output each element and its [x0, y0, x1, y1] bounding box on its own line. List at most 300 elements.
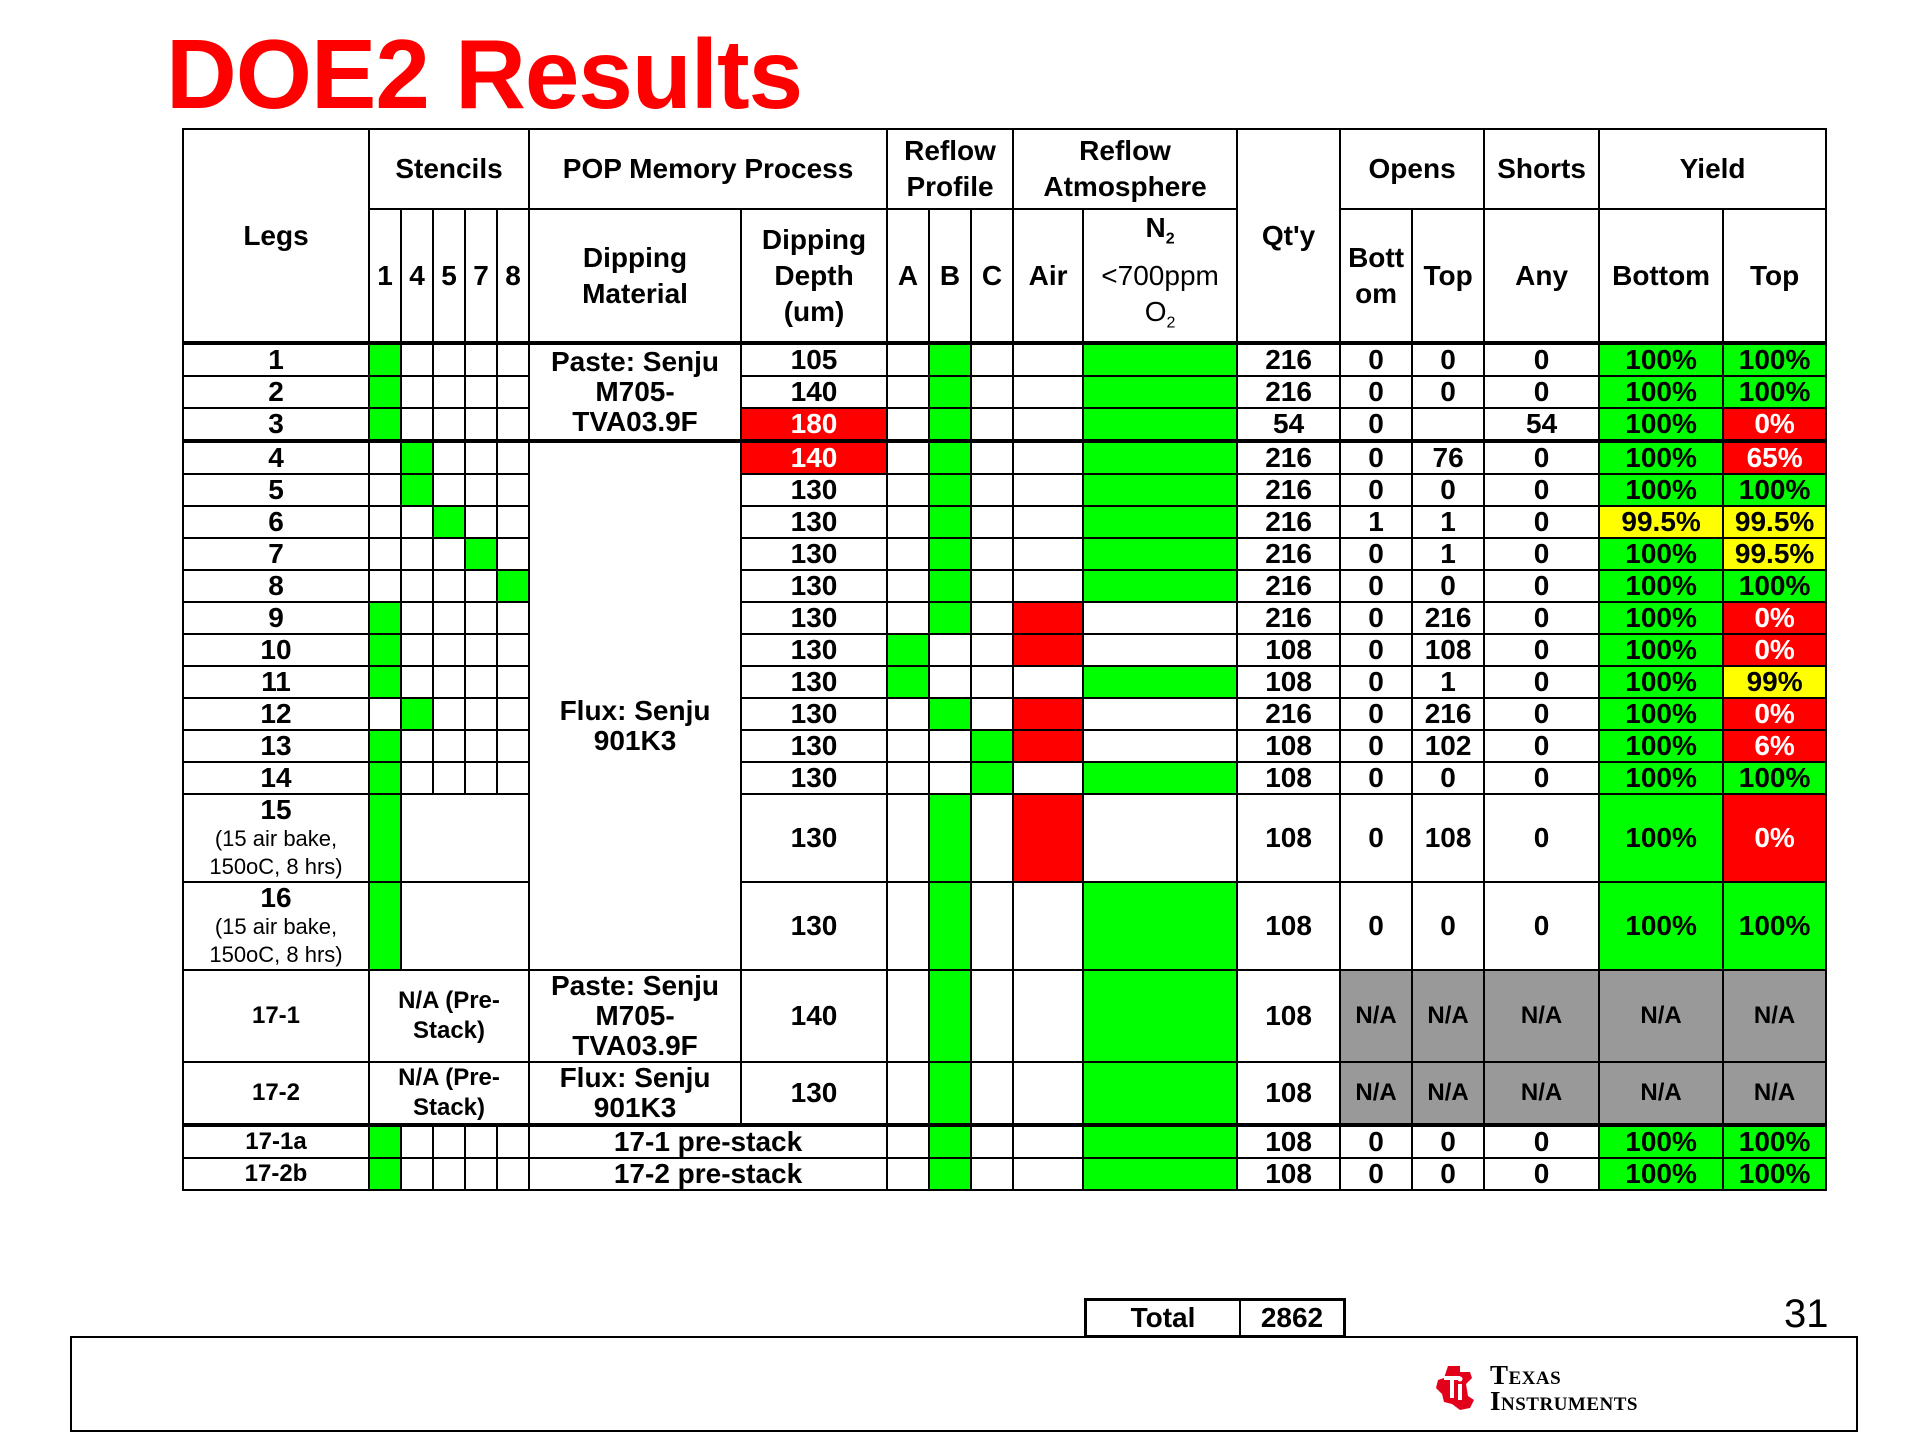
stencil-cell [465, 762, 497, 794]
stencil-cell [401, 506, 433, 538]
opens-top-cell: 0 [1412, 1158, 1484, 1190]
stencil-cell [465, 506, 497, 538]
table-row [183, 794, 1826, 882]
qty-cell: 108 [1237, 970, 1340, 1062]
qty-cell: 108 [1237, 1062, 1340, 1125]
stencil-cell [465, 666, 497, 698]
leg-cell: 7 [183, 538, 369, 570]
shorts-cell: 0 [1484, 666, 1599, 698]
stencil-cell [401, 602, 433, 634]
process-cell: 17-2 pre-stack [529, 1158, 887, 1190]
table-row [183, 602, 1826, 634]
yield-top-cell: 0% [1723, 408, 1826, 441]
opens-top-cell: 216 [1412, 602, 1484, 634]
n2-cell [1083, 1158, 1237, 1190]
stencil-cell [433, 602, 465, 634]
stencil-cell [433, 538, 465, 570]
yield-top-cell: 100% [1723, 474, 1826, 506]
profile-cell [887, 506, 929, 538]
stencil-cell [369, 1125, 401, 1158]
table-row [183, 882, 1826, 970]
opens-bottom-cell: 0 [1340, 762, 1412, 794]
yield-bottom-cell: 100% [1599, 408, 1723, 441]
ti-logo-line1: Texas [1490, 1360, 1562, 1390]
air-cell [1013, 666, 1083, 698]
opens-bottom-cell: 0 [1340, 474, 1412, 506]
material-cell: Paste: Senju M705-TVA03.9F [529, 970, 741, 1062]
table-row [183, 730, 1826, 762]
air-cell [1013, 762, 1083, 794]
profile-cell [887, 698, 929, 730]
opens-top-cell: 1 [1412, 506, 1484, 538]
opens-top-cell: 1 [1412, 538, 1484, 570]
yield-bottom-cell: 100% [1599, 376, 1723, 408]
stencil-cell [497, 602, 529, 634]
profile-cell [887, 376, 929, 408]
air-cell [1013, 343, 1083, 376]
header-stencil-5: 5 [433, 209, 465, 343]
profile-cell [971, 376, 1013, 408]
leg-cell: 17-1 [183, 970, 369, 1062]
yield-top-cell: 100% [1723, 376, 1826, 408]
qty-cell: 216 [1237, 343, 1340, 376]
yield-top-cell: N/A [1723, 1062, 1826, 1125]
shorts-cell: 0 [1484, 794, 1599, 882]
qty-cell: 108 [1237, 634, 1340, 666]
yield-top-cell: 99% [1723, 666, 1826, 698]
profile-cell [971, 1062, 1013, 1125]
stencil-cell [369, 762, 401, 794]
air-cell [1013, 570, 1083, 602]
leg-cell: 11 [183, 666, 369, 698]
leg-note: (15 air bake, 150oC, 8 hrs) [209, 914, 343, 968]
stencil-cell [465, 376, 497, 408]
dipping-depth-cell: 130 [741, 538, 887, 570]
yield-top-cell: 65% [1723, 441, 1826, 474]
stencil-cell [497, 343, 529, 376]
profile-cell [887, 762, 929, 794]
yield-bottom-cell: 100% [1599, 794, 1723, 882]
stencil-cell [433, 1125, 465, 1158]
n2-cell [1083, 408, 1237, 441]
dipping-depth-cell: 130 [741, 506, 887, 538]
header-stencil-8: 8 [497, 209, 529, 343]
profile-cell [929, 1158, 971, 1190]
stencil-cell [369, 666, 401, 698]
air-cell [1013, 1158, 1083, 1190]
yield-top-cell: 100% [1723, 570, 1826, 602]
stencil-cell [465, 408, 497, 441]
stencil-cell [465, 538, 497, 570]
air-cell [1013, 1062, 1083, 1125]
profile-cell [929, 882, 971, 970]
n2-cell [1083, 441, 1237, 474]
shorts-cell: 0 [1484, 1158, 1599, 1190]
yield-top-cell: 99.5% [1723, 506, 1826, 538]
air-cell [1013, 408, 1083, 441]
table-row [183, 1158, 1826, 1190]
air-cell [1013, 882, 1083, 970]
ti-logo-icon [1430, 1362, 1482, 1414]
stencil-cell [401, 538, 433, 570]
header-stencil-4: 4 [401, 209, 433, 343]
stencil-cell [369, 474, 401, 506]
header-dipping-depth: Dipping Depth (um) [741, 209, 887, 343]
n2-cell [1083, 1125, 1237, 1158]
qty-cell: 54 [1237, 408, 1340, 441]
profile-cell [887, 970, 929, 1062]
leg-cell: 8 [183, 570, 369, 602]
shorts-cell: 0 [1484, 570, 1599, 602]
opens-top-cell: 0 [1412, 474, 1484, 506]
dipping-depth-cell: 130 [741, 634, 887, 666]
opens-top-cell: 108 [1412, 794, 1484, 882]
yield-top-cell: 100% [1723, 343, 1826, 376]
shorts-cell: 54 [1484, 408, 1599, 441]
stencil-cell [465, 1125, 497, 1158]
n2-cell [1083, 506, 1237, 538]
air-cell [1013, 730, 1083, 762]
header-profile-a: A [887, 209, 929, 343]
yield-top-cell: 0% [1723, 794, 1826, 882]
profile-cell [971, 762, 1013, 794]
stencil-cell [497, 474, 529, 506]
header-profile-c: C [971, 209, 1013, 343]
n2-cell [1083, 634, 1237, 666]
material-cell: Paste: Senju M705-TVA03.9F [529, 343, 741, 441]
opens-bottom-cell: 0 [1340, 376, 1412, 408]
stencil-cell [369, 730, 401, 762]
material-cell: Flux: Senju 901K3 [529, 1062, 741, 1125]
qty-cell: 108 [1237, 882, 1340, 970]
shorts-cell: 0 [1484, 882, 1599, 970]
profile-cell [971, 730, 1013, 762]
n2-subscript: 2 [1165, 230, 1175, 248]
shorts-cell: 0 [1484, 474, 1599, 506]
profile-cell [971, 1125, 1013, 1158]
table-row [183, 506, 1826, 538]
stencil-cell [497, 441, 529, 474]
stencil-cell [369, 441, 401, 474]
leg-cell: 10 [183, 634, 369, 666]
stencil-cell [497, 730, 529, 762]
n2-cell [1083, 970, 1237, 1062]
header-dipping-material: Dipping Material [529, 209, 741, 343]
header-n2 [1083, 209, 1237, 343]
yield-bottom-cell: N/A [1599, 970, 1723, 1062]
profile-cell [971, 343, 1013, 376]
n2-cell [1083, 698, 1237, 730]
stencil-cell [401, 570, 433, 602]
opens-top-cell: 216 [1412, 698, 1484, 730]
yield-top-cell: 6% [1723, 730, 1826, 762]
dipping-depth-cell: 130 [741, 882, 887, 970]
profile-cell [971, 602, 1013, 634]
stencil-cell [433, 376, 465, 408]
yield-bottom-cell: 100% [1599, 634, 1723, 666]
profile-cell [887, 474, 929, 506]
profile-cell [887, 666, 929, 698]
shorts-cell: 0 [1484, 634, 1599, 666]
profile-cell [929, 730, 971, 762]
dipping-depth-cell: 130 [741, 762, 887, 794]
profile-cell [887, 570, 929, 602]
stencil-cell [497, 634, 529, 666]
stencil-cell [433, 1158, 465, 1190]
stencil-cell [433, 634, 465, 666]
qty-cell: 216 [1237, 698, 1340, 730]
profile-cell [971, 1158, 1013, 1190]
table-row [183, 408, 1826, 441]
stencil-cell [401, 666, 433, 698]
header-stencils: Stencils [369, 129, 529, 209]
stencil-cell [433, 762, 465, 794]
air-cell [1013, 441, 1083, 474]
yield-bottom-cell: 100% [1599, 570, 1723, 602]
yield-top-cell: 100% [1723, 1125, 1826, 1158]
profile-cell [929, 441, 971, 474]
dipping-depth-cell: 180 [741, 408, 887, 441]
table-row [183, 762, 1826, 794]
yield-bottom-cell: 100% [1599, 666, 1723, 698]
opens-bottom-cell: 0 [1340, 698, 1412, 730]
shorts-cell: 0 [1484, 441, 1599, 474]
n2-label: N [1145, 212, 1166, 243]
stencil-cell [497, 538, 529, 570]
profile-cell [929, 698, 971, 730]
profile-cell [887, 1158, 929, 1190]
stencil-na-cell: N/A (Pre-Stack) [369, 1062, 529, 1125]
opens-top-cell: 0 [1412, 1125, 1484, 1158]
opens-bottom-cell: 0 [1340, 343, 1412, 376]
leg-cell: 12 [183, 698, 369, 730]
table-row [183, 343, 1826, 376]
qty-cell: 216 [1237, 441, 1340, 474]
yield-top-cell: 100% [1723, 882, 1826, 970]
qty-cell: 108 [1237, 730, 1340, 762]
yield-top-cell: 99.5% [1723, 538, 1826, 570]
header-reflow-profile: Reflow Profile [887, 129, 1013, 209]
opens-bottom-cell: 0 [1340, 1158, 1412, 1190]
qty-cell: 108 [1237, 762, 1340, 794]
shorts-cell: 0 [1484, 506, 1599, 538]
profile-cell [971, 441, 1013, 474]
opens-bottom-cell: 1 [1340, 506, 1412, 538]
yield-top-cell: 100% [1723, 1158, 1826, 1190]
profile-cell [929, 1062, 971, 1125]
profile-cell [971, 882, 1013, 970]
stencil-cell [465, 698, 497, 730]
yield-bottom-cell: 100% [1599, 602, 1723, 634]
leg-number: 15 [260, 794, 292, 826]
shorts-cell: 0 [1484, 762, 1599, 794]
air-cell [1013, 602, 1083, 634]
header-reflow-atmosphere: Reflow Atmosphere [1013, 129, 1237, 209]
profile-cell [887, 538, 929, 570]
qty-cell: 108 [1237, 1158, 1340, 1190]
air-cell [1013, 794, 1083, 882]
leg-note: (15 air bake, 150oC, 8 hrs) [209, 826, 343, 880]
shorts-cell: N/A [1484, 1062, 1599, 1125]
profile-cell [929, 970, 971, 1062]
stencil-cell [369, 376, 401, 408]
opens-top-cell: 1 [1412, 666, 1484, 698]
opens-top-cell: N/A [1412, 1062, 1484, 1125]
stencil-cell [497, 666, 529, 698]
leg-cell: 6 [183, 506, 369, 538]
table-row [183, 666, 1826, 698]
stencil-cell [433, 506, 465, 538]
stencil-cell [465, 474, 497, 506]
opens-top-cell: 0 [1412, 762, 1484, 794]
profile-cell [887, 794, 929, 882]
doe2-results-table [182, 128, 1827, 1191]
profile-cell [971, 666, 1013, 698]
profile-cell [929, 343, 971, 376]
stencil-cell [433, 570, 465, 602]
profile-cell [971, 634, 1013, 666]
stencil-cell [369, 408, 401, 441]
opens-bottom-cell: 0 [1340, 666, 1412, 698]
ti-logo [1430, 1362, 1638, 1414]
stencil-cell [433, 698, 465, 730]
stencil-cell [401, 698, 433, 730]
air-cell [1013, 970, 1083, 1062]
profile-cell [887, 408, 929, 441]
profile-cell [887, 730, 929, 762]
header-stencil-1: 1 [369, 209, 401, 343]
leg-cell: 4 [183, 441, 369, 474]
stencil-cell-empty [401, 794, 529, 882]
opens-bottom-cell: N/A [1340, 1062, 1412, 1125]
table-row [183, 376, 1826, 408]
table-row [183, 1062, 1826, 1125]
profile-cell [929, 762, 971, 794]
profile-cell [971, 506, 1013, 538]
header-shorts: Shorts [1484, 129, 1599, 209]
stencil-cell-empty [401, 882, 529, 970]
table-row [183, 1125, 1826, 1158]
air-cell [1013, 634, 1083, 666]
stencil-cell [465, 343, 497, 376]
stencil-cell [369, 1158, 401, 1190]
stencil-cell [465, 441, 497, 474]
header-air: Air [1013, 209, 1083, 343]
shorts-cell: 0 [1484, 538, 1599, 570]
o2-subscript: 2 [1166, 314, 1176, 332]
stencil-cell [369, 570, 401, 602]
header-opens-top: Top [1412, 209, 1484, 343]
profile-cell [887, 441, 929, 474]
opens-top-cell: N/A [1412, 970, 1484, 1062]
shorts-cell: 0 [1484, 1125, 1599, 1158]
leg-cell [183, 794, 369, 882]
table-row [183, 474, 1826, 506]
dipping-depth-cell: 140 [741, 376, 887, 408]
total-value: 2862 [1260, 1302, 1324, 1333]
stencil-cell [465, 602, 497, 634]
stencil-cell [433, 666, 465, 698]
header-profile-b: B [929, 209, 971, 343]
stencil-cell [433, 343, 465, 376]
opens-bottom-cell: 0 [1340, 441, 1412, 474]
dipping-depth-cell: 130 [741, 794, 887, 882]
qty-cell: 216 [1237, 538, 1340, 570]
stencil-cell [433, 474, 465, 506]
n2-cell [1083, 570, 1237, 602]
yield-top-cell: 0% [1723, 634, 1826, 666]
profile-cell [887, 343, 929, 376]
header-yield: Yield [1599, 129, 1826, 209]
yield-bottom-cell: 100% [1599, 1125, 1723, 1158]
page-number: 31 [1784, 1292, 1829, 1336]
qty-cell: 216 [1237, 570, 1340, 602]
stencil-cell [369, 602, 401, 634]
page-title: DOE2 Results [166, 19, 803, 129]
stencil-cell [369, 698, 401, 730]
yield-bottom-cell: 100% [1599, 441, 1723, 474]
air-cell [1013, 376, 1083, 408]
stencil-cell [369, 794, 401, 882]
total-box [1084, 1298, 1346, 1338]
opens-top-cell: 0 [1412, 343, 1484, 376]
n2-cell [1083, 538, 1237, 570]
opens-bottom-cell: 0 [1340, 730, 1412, 762]
n2-cell [1083, 762, 1237, 794]
opens-bottom-cell: 0 [1340, 794, 1412, 882]
leg-cell: 2 [183, 376, 369, 408]
n2-cell [1083, 474, 1237, 506]
profile-cell [929, 1125, 971, 1158]
o2-label: O [1144, 295, 1167, 327]
n2-cell [1083, 882, 1237, 970]
header-opens-bottom: Bott om [1340, 209, 1412, 343]
air-cell [1013, 506, 1083, 538]
stencil-cell [369, 538, 401, 570]
stencil-cell [465, 730, 497, 762]
ti-logo-line2: Instruments [1490, 1386, 1638, 1416]
profile-cell [929, 666, 971, 698]
air-cell [1013, 1125, 1083, 1158]
dipping-depth-cell: 140 [741, 441, 887, 474]
profile-cell [929, 474, 971, 506]
opens-top-cell: 102 [1412, 730, 1484, 762]
header-stencil-7: 7 [465, 209, 497, 343]
stencil-cell [465, 1158, 497, 1190]
opens-bottom-cell: 0 [1340, 602, 1412, 634]
stencil-cell [497, 506, 529, 538]
stencil-cell [401, 474, 433, 506]
profile-cell [929, 506, 971, 538]
yield-bottom-cell: 100% [1599, 882, 1723, 970]
shorts-cell: 0 [1484, 376, 1599, 408]
dipping-depth-cell: 130 [741, 602, 887, 634]
stencil-cell [497, 1125, 529, 1158]
dipping-depth-cell: 130 [741, 730, 887, 762]
stencil-cell [369, 506, 401, 538]
leg-cell: 1 [183, 343, 369, 376]
stencil-na-cell: N/A (Pre-Stack) [369, 970, 529, 1062]
yield-top-cell: 0% [1723, 602, 1826, 634]
qty-cell: 216 [1237, 602, 1340, 634]
leg-cell [183, 882, 369, 970]
table-row [183, 698, 1826, 730]
stencil-cell [369, 343, 401, 376]
stencil-cell [465, 570, 497, 602]
profile-cell [971, 474, 1013, 506]
yield-bottom-cell: 100% [1599, 343, 1723, 376]
n2-cell [1083, 376, 1237, 408]
